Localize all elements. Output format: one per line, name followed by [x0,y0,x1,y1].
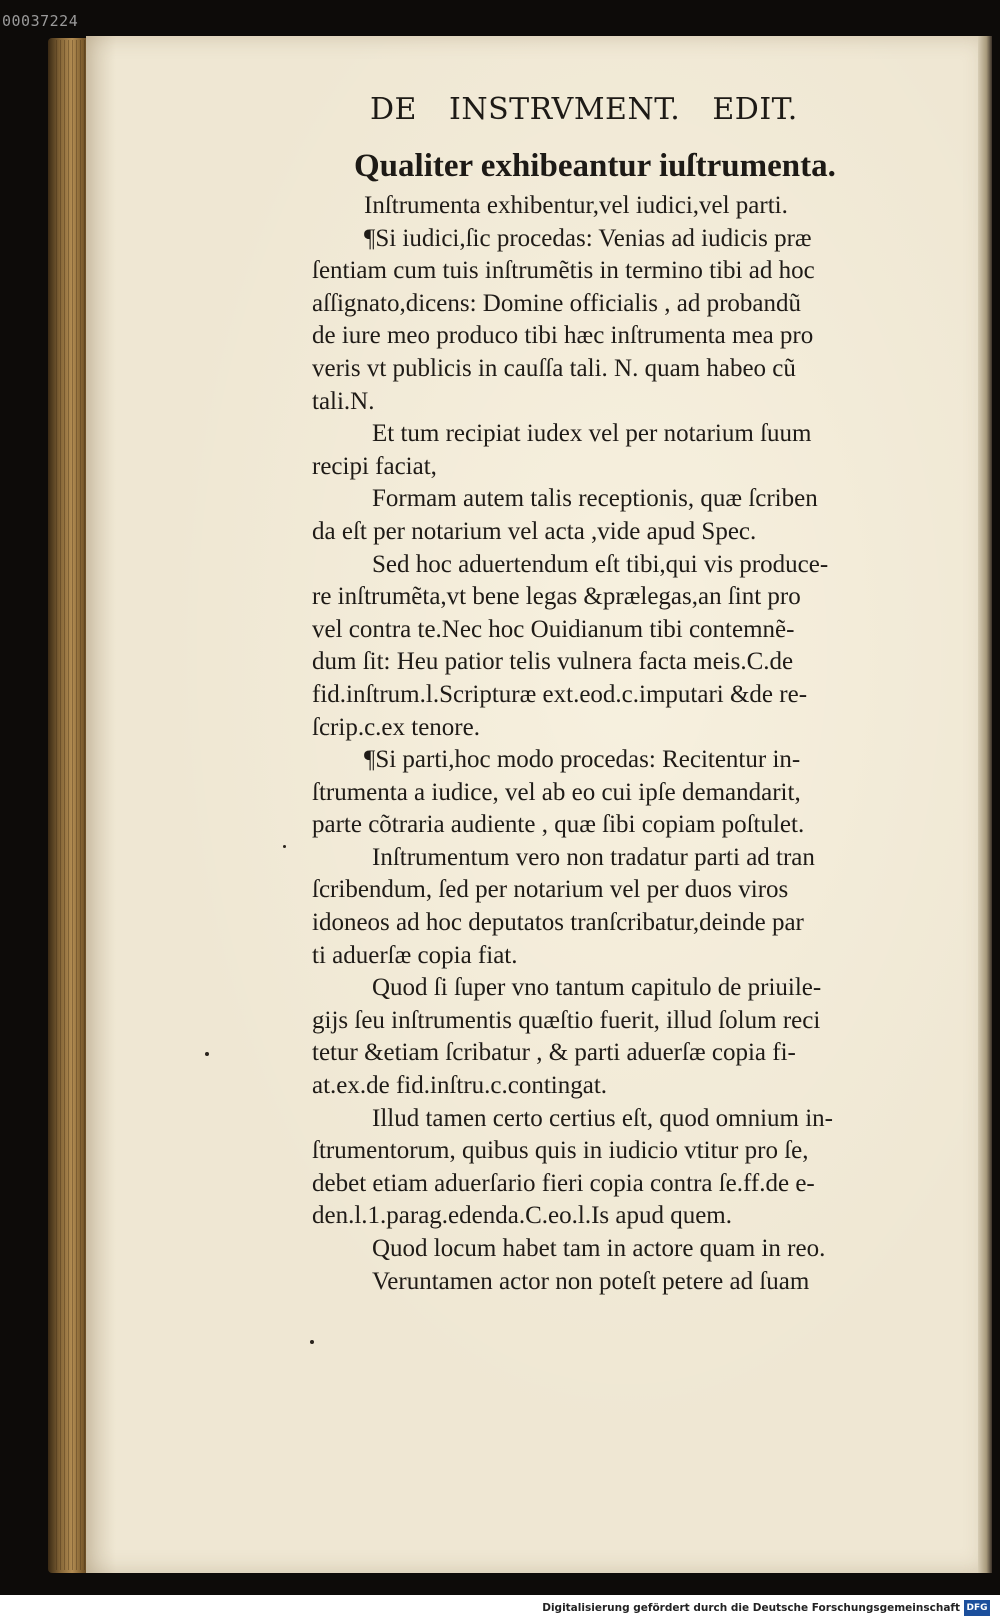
text-line: Veruntamen actor non poteſt petere ad ſuam [372,1267,810,1295]
text-line: den.l.1.parag.edenda.C.eo.l.Is apud quem. [312,1202,733,1230]
body-text [312,190,972,1298]
text-line: veris vt publicis in cauſſa tali. N. quam habeo cũ [312,354,796,382]
text-line: ſcribendum, ſed per notarium vel per duos viros [312,876,789,904]
text-line: Quod locum habet tam in actore quam in reo. [372,1235,826,1262]
running-head: DE INSTRVMENT. EDIT. [370,92,798,127]
text-line: Illud tamen certo certius eſt, quod omnium in- [372,1104,833,1132]
text-line: Inſtrumenta exhibentur,vel iudici,vel parti. [364,192,788,219]
text-line: Et tum recipiat iudex vel per notarium ſuum [372,420,812,448]
text-line: ſentiam cum tuis inſtrumẽtis in termino tibi ad hoc [312,257,815,285]
text-line: parte cõtraria audiente , quæ ſibi copiam poſtulet. [312,811,805,839]
text-line: tali.N. [312,387,375,415]
text-line: at.ex.de fid.inſtru.c.contingat. [312,1072,608,1100]
text-line: ¶Si iudici,ſic procedas: Venias ad iudicis præ [364,224,812,252]
text-line: dum ſit: Heu patior telis vulnera facta meis.C.de [312,648,794,676]
text-line: Inſtrumentum vero non tradatur parti ad tran [372,843,815,871]
book-page-edge-lines [56,40,86,1570]
ink-speck [310,1340,314,1344]
dfg-logo: DFG [964,1600,990,1616]
text-line: fid.inſtrum.l.Scripturæ ext.eod.c.imputari &de re- [312,680,808,708]
text-line: Sed hoc aduertendum eſt tibi,qui vis produce- [372,550,829,578]
text-line: ſtrumenta a iudice, vel ab eo cui ipſe demandarit, [312,778,801,806]
text-line: ſtrumentorum, quibus quis in iudicio vtitur pro ſe, [312,1137,809,1165]
text-line: tetur &etiam ſcribatur , & parti aduerſæ copia fi- [312,1039,796,1067]
text-line: Quod ſi ſuper vno tantum capitulo de priuile- [372,974,822,1002]
text-line: idoneos ad hoc deputatos tranſcribatur,deinde par [312,909,804,937]
text-line: ſcrip.c.ex tenore. [312,713,480,741]
section-title: Qualiter exhibeantur iuſtrumenta. [354,148,836,184]
text-line: Formam autem talis receptionis, quæ ſcriben [372,485,818,513]
text-line: vel contra te.Nec hoc Ouidianum tibi contemnẽ- [312,615,795,643]
scan-id-label: 00037224 [2,12,79,30]
text-line: re inſtrumẽta,vt bene legas &prælegas,an ſint pro [312,583,801,611]
text-line: ¶Si parti,hoc modo procedas: Recitentur in- [364,746,801,774]
text-line: da eſt per notarium vel acta ,vide apud Spec. [312,517,757,545]
ink-speck [283,845,286,848]
page-gutter-shadow [978,36,992,1573]
funding-note: Digitalisierung gefördert durch die Deutsche Forschungsgemeinschaft [542,1602,960,1614]
text-line: debet etiam aduerſario fieri copia contra ſe.ff.de e- [312,1169,815,1197]
ink-speck [205,1052,209,1056]
text-line: de iure meo produco tibi hæc inſtrumenta mea pro [312,322,814,350]
text-line: ti aduerſæ copia fiat. [312,941,518,969]
text-line: recipi faciat, [312,452,437,480]
text-line: aſſignato,dicens: Domine officialis , ad probandũ [312,289,802,317]
text-line: gijs ſeu inſtrumentis quæſtio fuerit, illud ſolum reci [312,1006,821,1034]
